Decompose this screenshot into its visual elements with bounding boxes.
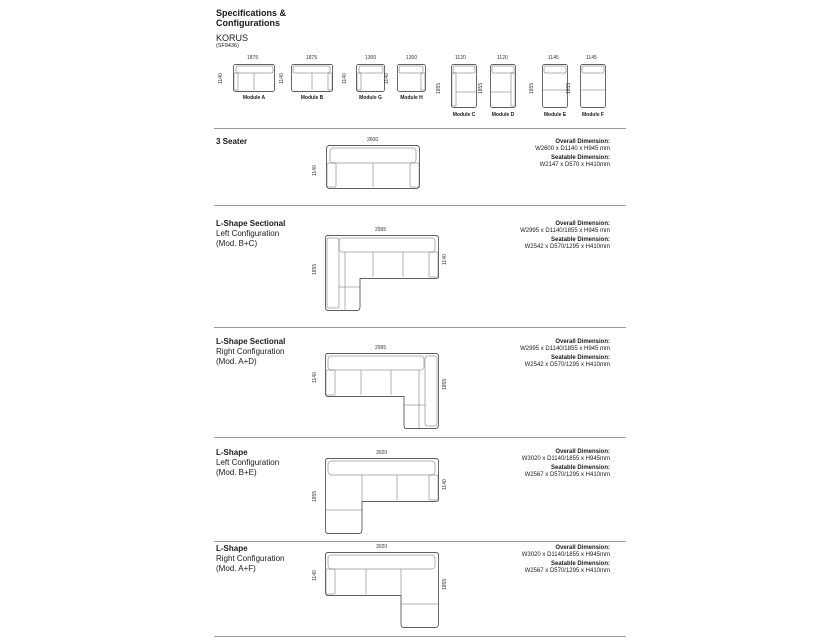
- section-lshape-right-depth-left: 1140: [312, 570, 318, 581]
- seatable-dimension: W2567 x D570/1295 x H410mm: [524, 472, 610, 478]
- page-title-line1: Specifications &: [216, 8, 287, 18]
- module-b-label: Module B: [300, 95, 324, 101]
- section-lsectional-right-depth-left: 1140: [312, 372, 318, 383]
- section-lsectional-left-depth-left: 1855: [312, 263, 318, 275]
- module-g-drawing: [356, 64, 385, 92]
- overall-dimension: W3020 x D1140/1855 x H945mm: [521, 552, 610, 558]
- section-lsectional-right-width: 2995: [375, 345, 387, 351]
- seatable-dimension: W2542 x D570/1295 x H410mm: [524, 362, 610, 368]
- section-3-seater-title: [216, 137, 247, 147]
- section-lshape-right-specs: [522, 545, 610, 575]
- section-title: L-Shape: [216, 448, 248, 457]
- divider: [214, 128, 626, 129]
- 3-seater-drawing: [326, 145, 420, 189]
- module-g-width: 1300: [365, 55, 377, 61]
- overall-dimension: W2600 x D1140 x H945 mm: [535, 146, 610, 152]
- section-modules: (Mod. B+E): [216, 468, 257, 477]
- section-title: L-Shape: [216, 544, 248, 553]
- module-e-drawing: [542, 64, 568, 108]
- module-h-drawing: [397, 64, 426, 92]
- lsectional-left-drawing: [325, 235, 439, 311]
- module-b-width: 1875: [306, 55, 318, 61]
- section-lshape-left-depth-right: 1140: [442, 479, 448, 490]
- module-a-depth: 1140: [218, 73, 224, 84]
- overall-label: Overall Dimension:: [555, 139, 610, 145]
- product-name: KORUS: [216, 33, 249, 43]
- overall-label: Overall Dimension:: [555, 221, 610, 227]
- section-lshape-right-depth-right: 1855: [442, 578, 448, 590]
- section-title: 3 Seater: [216, 137, 248, 146]
- module-d-label: Module D: [491, 112, 515, 118]
- divider: [214, 437, 626, 438]
- module-h-width: 1300: [406, 55, 418, 61]
- module-e-width: 1145: [548, 55, 559, 61]
- seatable-label: Seatable Dimension:: [550, 355, 610, 361]
- overall-label: Overall Dimension:: [555, 339, 610, 345]
- module-h-label: Module H: [400, 95, 423, 101]
- lshape-right-drawing: [325, 552, 439, 628]
- module-f-depth: 1855: [566, 82, 572, 94]
- module-a-label: Module A: [242, 95, 266, 101]
- divider: [214, 327, 626, 328]
- section-title: L-Shape Sectional: [216, 219, 286, 228]
- module-c-width: 1120: [455, 55, 466, 61]
- section-3-seater-specs: [535, 139, 610, 169]
- page-title-line2: Configurations: [216, 18, 280, 28]
- module-f-width: 1145: [586, 55, 597, 61]
- module-b-depth: 1140: [279, 73, 285, 84]
- section-lsectional-right-title: [216, 337, 285, 367]
- section-lsectional-left-depth-right: 1140: [442, 254, 448, 265]
- divider: [214, 636, 626, 637]
- module-c-depth: 1855: [436, 82, 442, 94]
- module-e-depth: 1855: [529, 82, 535, 94]
- module-d-depth: 1855: [478, 82, 484, 94]
- section-subtitle: Right Configuration: [216, 554, 285, 563]
- seatable-label: Seatable Dimension:: [550, 465, 610, 471]
- overall-dimension: W3020 x D1140/1855 x H945mm: [521, 456, 610, 462]
- divider: [214, 541, 626, 542]
- section-lsectional-right-depth-right: 1855: [442, 378, 448, 390]
- lshape-left-drawing: [325, 458, 439, 534]
- module-f-label: Module F: [582, 112, 604, 118]
- seatable-label: Seatable Dimension:: [550, 155, 610, 161]
- section-lshape-left-specs: [522, 449, 610, 479]
- module-g-depth: 1140: [342, 73, 348, 84]
- section-lshape-left-width: 3020: [376, 450, 388, 456]
- section-modules: (Mod. A+F): [216, 564, 256, 573]
- section-lsectional-left-title: [216, 219, 285, 249]
- section-3-seater-width: 2600: [367, 137, 379, 143]
- module-a-drawing: [233, 64, 275, 92]
- module-b-drawing: [291, 64, 333, 92]
- section-lshape-right-width: 3020: [376, 544, 388, 550]
- overall-label: Overall Dimension:: [555, 545, 610, 551]
- module-f-drawing: [580, 64, 606, 108]
- section-lsectional-left-width: 2995: [375, 227, 387, 233]
- section-modules: (Mod. A+D): [216, 357, 257, 366]
- page-title: [216, 8, 286, 28]
- overall-dimension: W2995 x D1140/1855 x H945 mm: [520, 346, 610, 352]
- overall-dimension: W2995 x D1140/1855 x H945 mm: [520, 228, 610, 234]
- section-subtitle: Left Configuration: [216, 458, 280, 467]
- section-lsectional-left-specs: [520, 221, 610, 251]
- section-subtitle: Right Configuration: [216, 347, 285, 356]
- module-h-depth: 1140: [384, 73, 390, 84]
- module-c-label: Module C: [452, 112, 476, 118]
- section-3-seater-depth: 1140: [312, 165, 318, 176]
- module-g-label: Module G: [359, 95, 382, 101]
- seatable-label: Seatable Dimension:: [550, 237, 610, 243]
- product-code: (SF9436): [216, 43, 239, 49]
- seatable-dimension: W2567 x D570/1295 x H410mm: [524, 568, 610, 574]
- section-lshape-left-title: [216, 448, 279, 478]
- seatable-dimension: W2542 x D570/1295 x H410mm: [524, 244, 610, 250]
- module-e-label: Module E: [543, 112, 567, 118]
- section-lshape-left-depth-left: 1855: [312, 490, 318, 502]
- section-subtitle: Left Configuration: [216, 229, 280, 238]
- section-title: L-Shape Sectional: [216, 337, 286, 346]
- seatable-label: Seatable Dimension:: [550, 561, 610, 567]
- section-lshape-right-title: [216, 544, 284, 574]
- module-a-width: 1875: [247, 55, 259, 61]
- overall-label: Overall Dimension:: [555, 449, 610, 455]
- module-d-drawing: [490, 64, 516, 108]
- module-c-drawing: [451, 64, 477, 108]
- seatable-dimension: W2147 x D570 x H410mm: [539, 162, 610, 168]
- divider: [214, 205, 626, 206]
- lsectional-right-drawing: [325, 353, 439, 429]
- section-lsectional-right-specs: [520, 339, 610, 369]
- section-modules: (Mod. B+C): [216, 239, 258, 248]
- module-d-width: 1120: [497, 55, 508, 61]
